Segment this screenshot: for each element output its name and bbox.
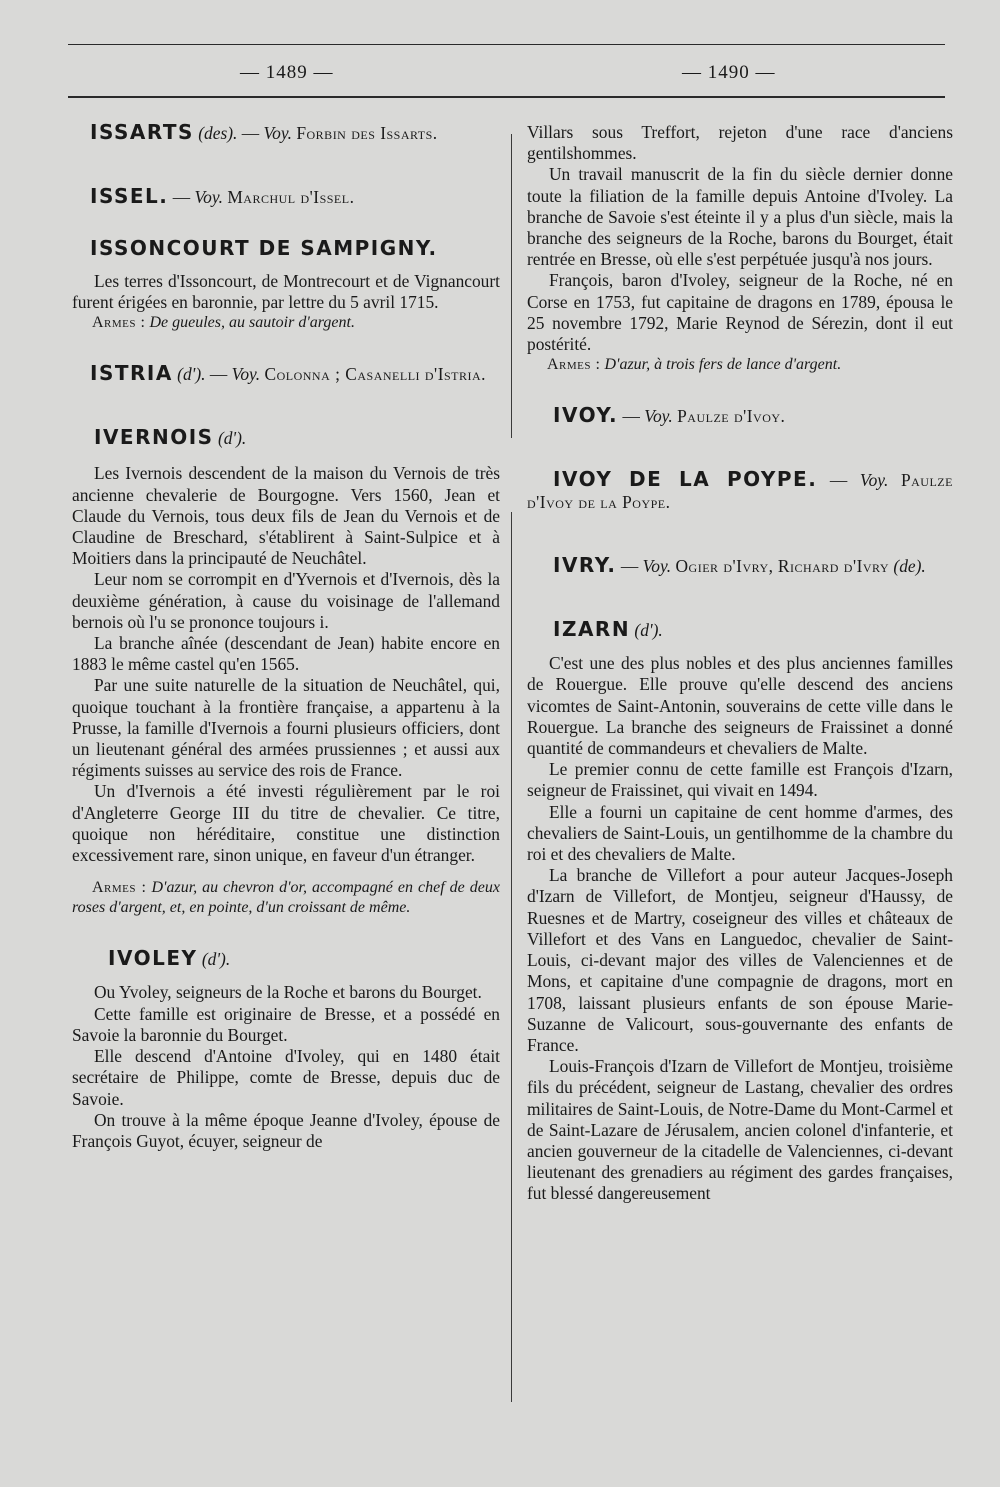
- particle: (d').: [217, 428, 247, 449]
- cross-reference-link[interactable]: Paulze d'Ivoy de la Poype.: [527, 470, 953, 512]
- entry-issarts: [72, 122, 500, 144]
- ivoley-continued-paragraph: François, baron d'Ivoley, seigneur de la Roche, né en Corse en 1753, fut capitaine de dragons en 1789, épousa le 25 novembre 1792, Marie Reynod de Sérezin, dont il eut postérité.: [527, 270, 953, 355]
- cross-reference-link[interactable]: Forbin des Issarts.: [296, 123, 438, 143]
- ivoley-continued-paragraph: Un travail manuscrit de la fin du siècle dernier donne toute la filiation de la famille depuis Antoine d'Ivoley. La branche de Savoie s'est éteinte il y a plus d'un siècle, mais la branche des seigneurs de la Roche, barons du Bourget, était rentrée en Bresse, où elle s'est perpétuée jusqu'à nos jours.: [527, 164, 953, 270]
- ivernois-paragraph: La branche aînée (descendant de Jean) habite encore en 1883 le même castel qu'en 1565.: [72, 633, 500, 675]
- entry-izarn-heading: [527, 619, 953, 641]
- dash: —: [172, 187, 191, 208]
- blazon-text: De gueules, au sautoir d'argent.: [149, 314, 355, 332]
- top-rule: [68, 44, 945, 45]
- right-page-number: — 1490 —: [682, 62, 776, 83]
- ivernois-paragraph: Par une suite naturelle de la situation de Neuchâtel, qui, quoique touchant à la frontière française, a appartenu à la Prusse, la famille d'Ivernois a fourni plusieurs officiers, dont un lieutenant général des armées prussiennes ; et aussi aux régiments suisses au service des rois de France.: [72, 675, 500, 781]
- ivoley-paragraph: On trouve à la même époque Jeanne d'Ivoley, épouse de François Guyot, écuyer, seigneur de: [72, 1109, 500, 1151]
- voy-label: Voy.: [642, 555, 672, 576]
- dash: —: [241, 123, 260, 143]
- headword: ISSARTS: [90, 120, 194, 144]
- voy-label: Voy.: [859, 470, 889, 491]
- izarn-paragraph: Le premier connu de cette famille est François d'Izarn, seigneur de Fraissinet, qui vivait en 1494.: [527, 759, 953, 801]
- ivernois-paragraph: Les Ivernois descendent de la maison du Vernois de très ancienne chevalerie de Bourgogne. Vers 1560, Jean et Claude du Vernois, tous deux fils de Jean du Vernois et de Claudine de Breschard, s'établirent à Saint-Sulpice et à Moitiers dans la principauté de Neuchâtel.: [72, 463, 500, 569]
- headword: ISTRIA: [90, 361, 173, 386]
- entry-ivoley-heading: [72, 948, 500, 970]
- entry-ivernois-armes: [72, 878, 500, 918]
- particle: (de).: [893, 555, 926, 576]
- headword: IVOY DE LA POYPE.: [553, 467, 818, 492]
- blazon-text: D'azur, à trois fers de lance d'argent.: [604, 356, 842, 374]
- izarn-paragraph: Elle a fourni un capitaine de cent homme d'armes, des chevaliers de Saint-Louis, un gentilhomme de la chambre du roi et des chevaliers de Malte.: [527, 801, 953, 865]
- column-divider-lower: [511, 512, 512, 1402]
- ivoley-paragraph: Cette famille est originaire de Bresse, et a possédé en Savoie la baronnie du Bourget.: [72, 1003, 500, 1045]
- dash: —: [620, 555, 639, 576]
- cross-reference-link[interactable]: Ogier d'Ivry,: [675, 555, 774, 576]
- armes-label: Armes :: [92, 314, 146, 332]
- right-column: [527, 122, 953, 1205]
- ivernois-paragraph: Un d'Ivernois a été investi régulièrement par le roi d'Angleterre George III du titre de chevalier. Ce titre, quoique non héréditaire, constitue une distinction excessivement rare, sinon unique, en faveur d'un étranger.: [72, 781, 500, 866]
- voy-label: Voy.: [231, 364, 261, 385]
- particle: (d').: [634, 620, 663, 641]
- blazon-text: D'azur, au chevron d'or, accompagné en chef de deux roses d'argent, et, en pointe, d'un croissant de même.: [72, 879, 500, 917]
- entry-issoncourt-armes: [72, 313, 500, 333]
- dash: —: [622, 406, 640, 427]
- headword: ISSEL.: [90, 184, 169, 209]
- headword: IZARN: [553, 617, 631, 642]
- armes-label: Armes :: [92, 879, 147, 897]
- entry-issoncourt-heading: [72, 238, 500, 260]
- entry-ivernois-heading: [72, 427, 500, 449]
- cross-reference-link[interactable]: Colonna ; Casanelli d'Istria.: [264, 364, 487, 385]
- cross-reference-link[interactable]: Marchul d'Issel.: [227, 187, 355, 208]
- left-page-number: — 1489 —: [240, 62, 334, 83]
- ivoley-paragraph: Ou Yvoley, seigneurs de la Roche et barons du Bourget.: [94, 982, 482, 1003]
- particle: (des).: [198, 123, 238, 143]
- armes-label: Armes :: [547, 356, 601, 374]
- cross-reference-link[interactable]: Paulze d'Ivoy.: [677, 406, 786, 427]
- voy-label: Voy.: [644, 406, 673, 427]
- izarn-paragraph: La branche de Villefort a pour auteur Jacques-Joseph d'Izarn de Villefort, de Montjeu, seigneur d'Haussy, de Ruesnes et de Martry, coseigneur des villes et châteaux de Villefort et des Vans en Languedoc, chevalier de Saint-Louis, ci-devant major des villes de Valenciennes et de Mons, et capitaine d'une compagnie de dragons, mort en 1708, laissant plusieurs enfants de son épouse Marie-Suzanne de Valicourt, sous-gouvernante des enfants de France.: [527, 865, 953, 1055]
- voy-label: Voy.: [194, 187, 223, 208]
- voy-label: Voy.: [263, 123, 292, 143]
- headword: IVRY.: [553, 552, 617, 577]
- entry-ivoy-de-la-poype: [527, 469, 953, 512]
- entry-ivoy: [527, 405, 953, 427]
- entry-issoncourt-text: Les terres d'Issoncourt, de Montrecourt et de Vignancourt furent érigées en baronnie, par lettre du 5 avril 1715.: [72, 270, 500, 312]
- izarn-paragraph: C'est une des plus nobles et des plus anciennes familles de Rouergue. Elle prouve qu'elle descend des anciens vicomtes de Saint-Antonin, souverains de cette ville dans le Rouergue. La branche des seigneurs de Fraissinet a donné quantité de commandeurs et chevaliers de Malte.: [527, 653, 953, 759]
- ivoley-continued-paragraph: Villars sous Treffort, rejeton d'une race d'anciens gentilshommes.: [527, 122, 953, 164]
- headword: IVERNOIS: [94, 425, 214, 450]
- ivoley-paragraph: Elle descend d'Antoine d'Ivoley, qui en 1480 était secrétaire de Philippe, comte de Bresse, depuis duc de Savoie.: [72, 1046, 500, 1109]
- headword: IVOY.: [553, 403, 619, 428]
- header-rule: [68, 96, 945, 98]
- entry-istria: [72, 363, 500, 385]
- headword: ISSONCOURT DE SAMPIGNY.: [90, 236, 438, 261]
- particle: (d').: [177, 364, 206, 385]
- particle: (d').: [201, 949, 231, 970]
- ivernois-paragraph: Leur nom se corrompit en d'Yvernois et d'Ivernois, dès la deuxième génération, à cause du voisinage de l'allemand bernois où l'u se prononce toujours i.: [72, 569, 500, 632]
- cross-reference-link[interactable]: Richard d'Ivry: [777, 555, 890, 576]
- dash: —: [209, 364, 228, 385]
- dash: —: [829, 470, 848, 491]
- entry-issel: [72, 186, 500, 208]
- entry-ivoley-armes: [527, 355, 953, 375]
- headword: IVOLEY: [108, 946, 198, 971]
- column-divider-upper: [511, 134, 512, 438]
- izarn-paragraph: Louis-François d'Izarn de Villefort de Montjeu, troisième fils du précédent, seigneur de Lastang, chevalier des ordres militaires de Saint-Louis, de Notre-Dame du Mont-Carmel et de Saint-Lazare de Jérusalem, ancien colonel d'infanterie, et ancien gouverneur de la citadelle de Valenciennes, ci-devant lieutenant des grenadiers au régiment des gardes françaises, fut blessé dangereusement: [527, 1056, 953, 1204]
- entry-ivry: [527, 552, 953, 577]
- left-column: [72, 122, 500, 1152]
